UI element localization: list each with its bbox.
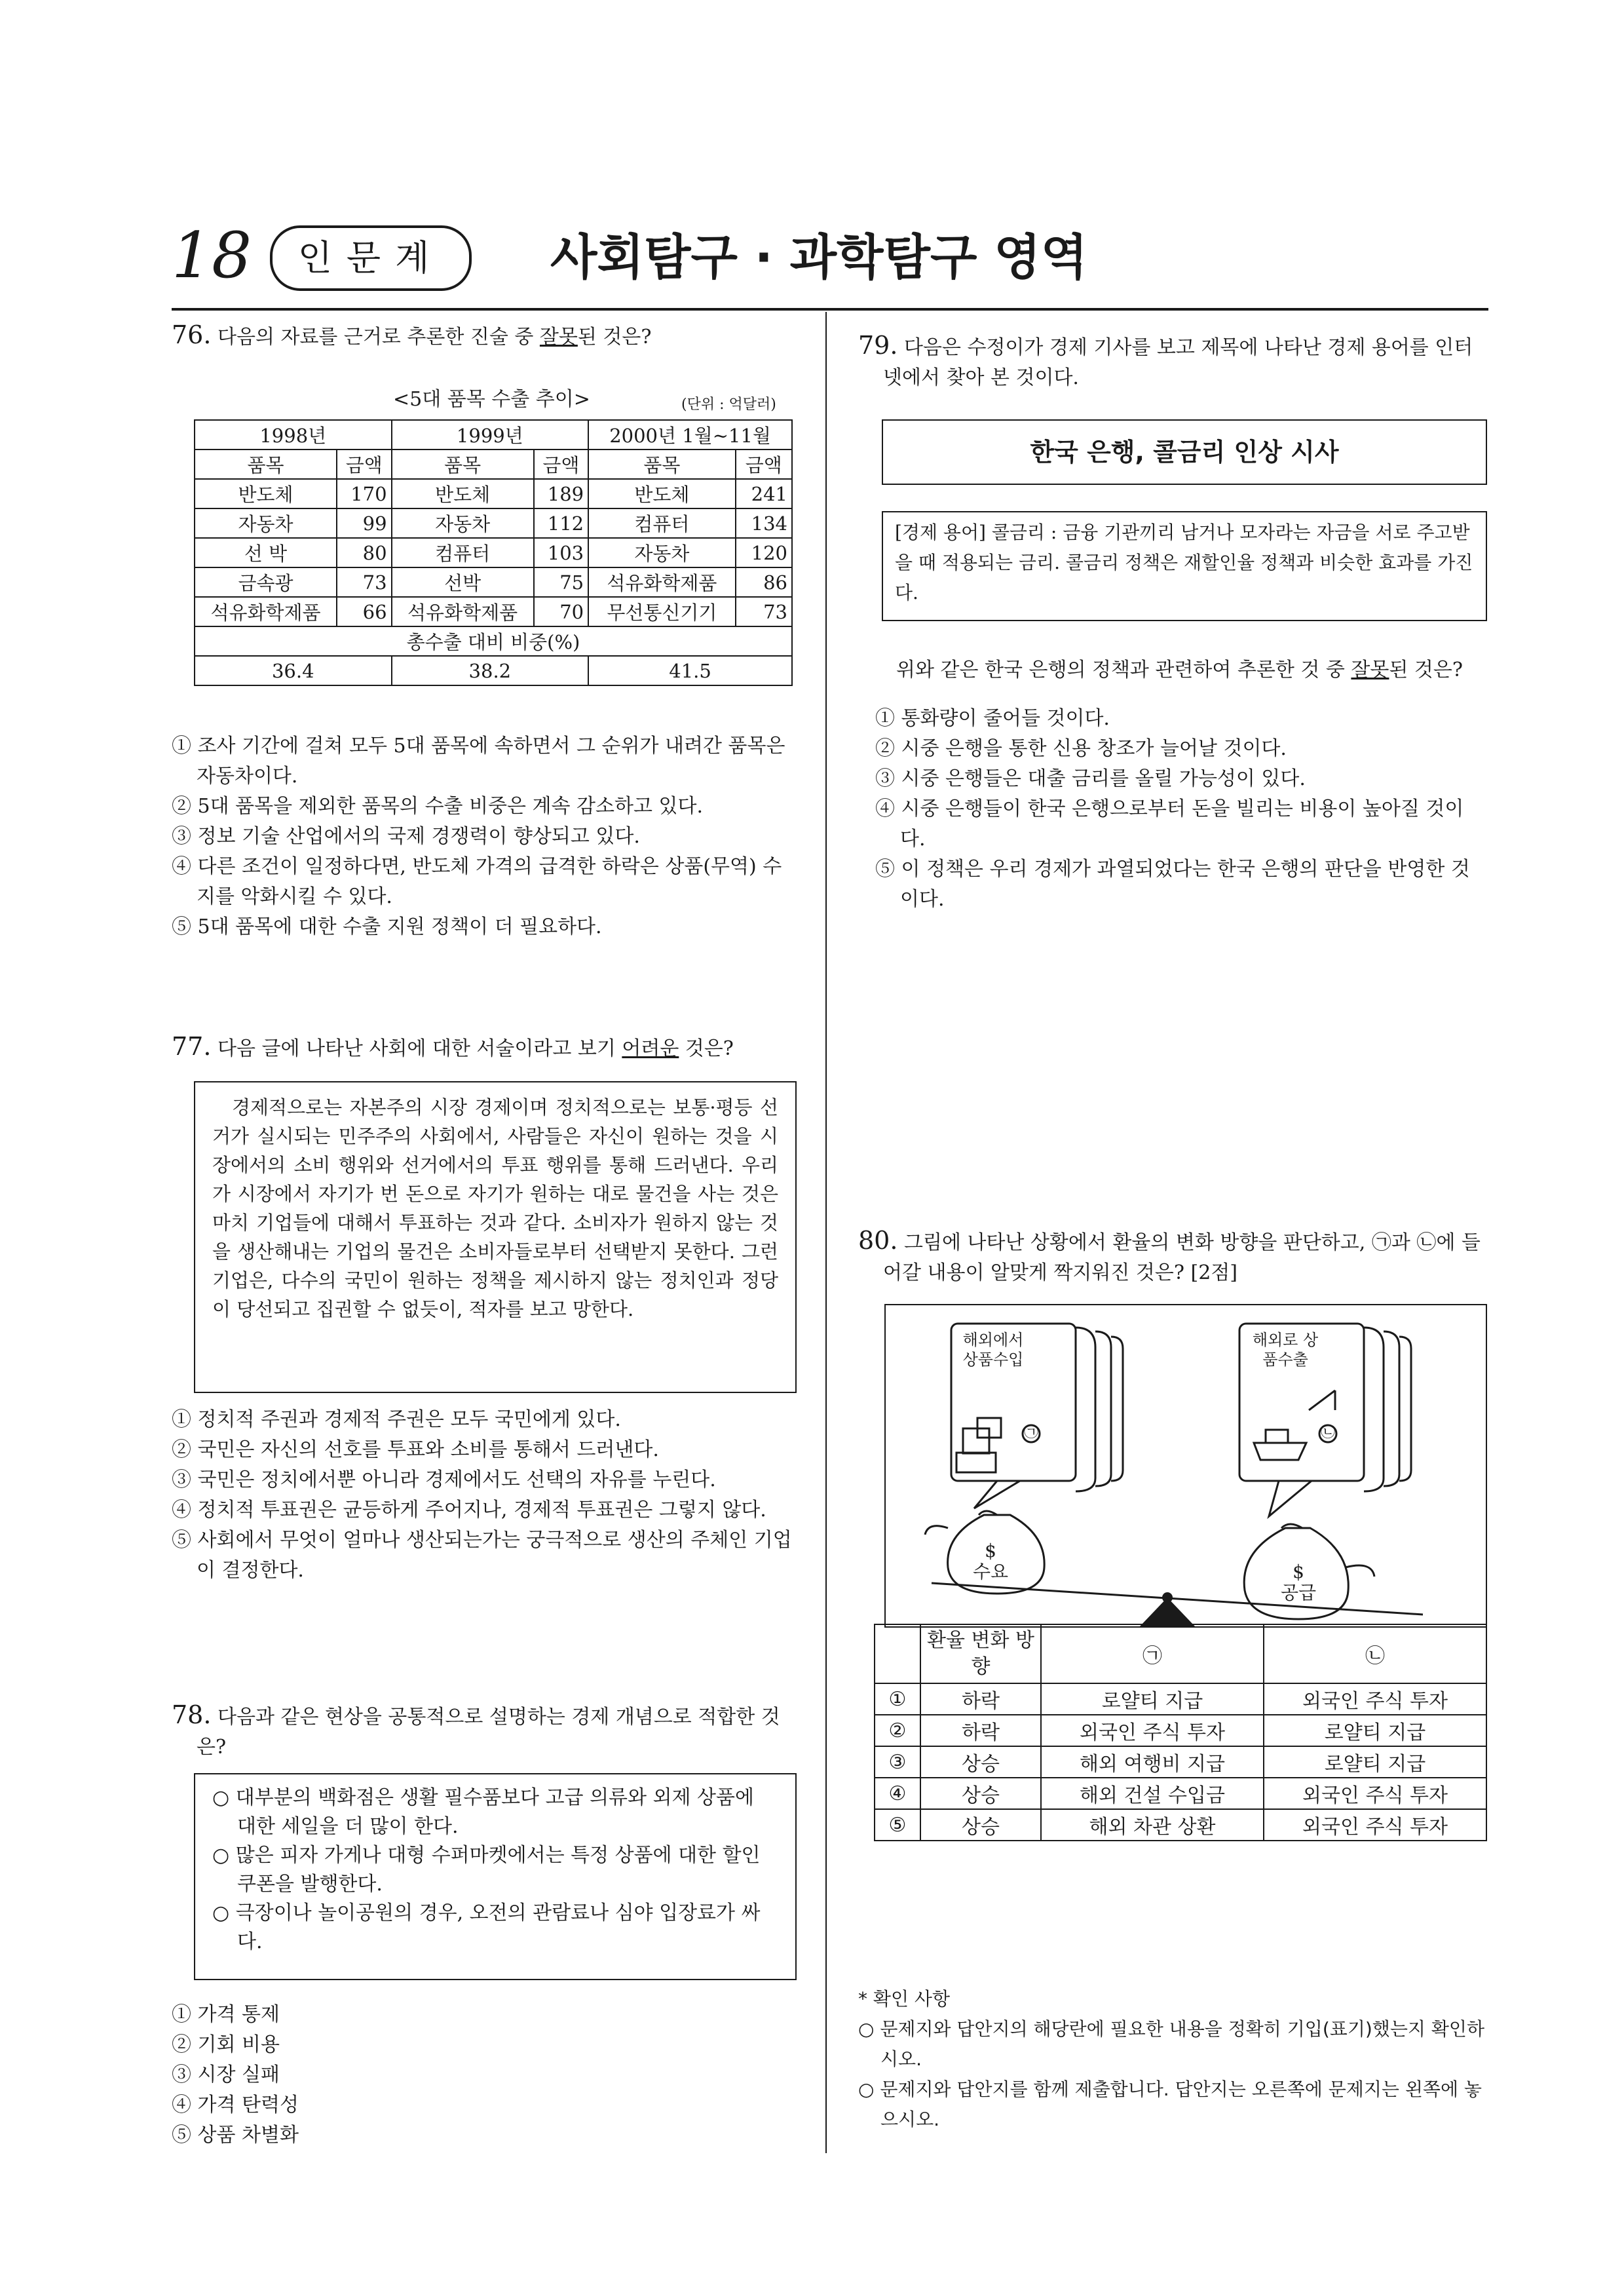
table-row — [875, 1624, 1486, 1683]
choice[interactable]: ③ 시장 실패 — [172, 2063, 280, 2086]
col-header: ㉡ — [1264, 1624, 1486, 1683]
left-panel-mark: ㉠ — [1023, 1425, 1038, 1441]
table-cell: 외국인 주식 투자 — [1041, 1715, 1264, 1746]
table-cell: 외국인 주식 투자 — [1264, 1809, 1486, 1841]
table-row[interactable] — [875, 1683, 1486, 1715]
col-header: 품목 — [195, 450, 337, 479]
col-header: 환율 변화 방향 — [920, 1624, 1041, 1683]
table-cell: ④ — [875, 1778, 920, 1809]
right-panel-label: 해외로 상품수출 — [1252, 1331, 1319, 1369]
year-header: 1999년 — [392, 420, 589, 450]
left-panel-label: 해외에서 상품수입 — [962, 1331, 1024, 1369]
table-cell: 석유화학제품 — [392, 597, 534, 626]
choice[interactable]: ① 가격 통제 — [172, 2003, 280, 2026]
col-header: 금액 — [337, 450, 391, 479]
choice[interactable]: ⑤ 5대 품목에 대한 수출 지원 정책이 더 필요하다. — [172, 915, 602, 938]
year-header: 2000년 1월~11월 — [588, 420, 792, 450]
table-cell: 103 — [534, 538, 588, 567]
choice[interactable]: ② 국민은 자신의 선호를 투표와 소비를 통해서 드러낸다. — [172, 1438, 659, 1461]
table-cell: 무선통신기기 — [588, 597, 735, 626]
share-value: 36.4 — [195, 656, 392, 685]
choice[interactable]: ② 시중 은행을 통한 신용 창조가 늘어날 것이다. — [875, 737, 1287, 760]
table-cell: ③ — [875, 1746, 920, 1778]
col-header: 품목 — [392, 450, 534, 479]
choice[interactable]: ④ 다른 조건이 일정하다면, 반도체 가격의 급격한 하락은 상품(무역) 수지를 악화시킬 수 있다. — [172, 855, 782, 908]
table-cell: 120 — [736, 538, 792, 567]
choice[interactable]: ② 기회 비용 — [172, 2033, 280, 2056]
list-item: ○ 문제지와 답안지의 해당란에 필요한 내용을 정확히 기입(표기)했는지 확인하시오. — [858, 2018, 1484, 2070]
table-cell: 70 — [534, 597, 588, 626]
table-cell: ② — [875, 1715, 920, 1746]
headline-box: 한국 은행, 콜금리 인상 시사 — [882, 419, 1487, 485]
q77-choices — [172, 1405, 801, 1586]
table-cell: 86 — [736, 567, 792, 597]
list-item: ○ 극장이나 놀이공원의 경우, 오전의 관람료나 심야 입장료가 싸다. — [212, 1902, 761, 1953]
track-badge: 인문계 — [270, 225, 472, 291]
choice[interactable]: ③ 국민은 정치에서뿐 아니라 경제에서도 선택의 자유를 누린다. — [172, 1468, 716, 1491]
q80-prompt: 그림에 나타난 상황에서 환율의 변화 방향을 판단하고, ㉠과 ㉡에 들어갈 내용이 알맞게 짝지워진 것은? [2점] — [883, 1231, 1481, 1284]
table-row — [195, 567, 792, 597]
table-cell: 해외 건설 수입금 — [1041, 1778, 1264, 1809]
table-cell: 189 — [534, 479, 588, 508]
q76-table-unit: (단위 : 억달러) — [681, 396, 776, 413]
choice[interactable]: ④ 가격 탄력성 — [172, 2094, 299, 2116]
table-cell: 로얄티 지급 — [1264, 1746, 1486, 1778]
table-cell: 66 — [337, 597, 391, 626]
list-item: ○ 문제지와 답안지를 함께 제출합니다. 답안지는 오른쪽에 문제지는 왼쪽에 놓으시오. — [858, 2078, 1482, 2130]
page-header — [172, 216, 1488, 308]
definition-box: [경제 용어] 콜금리 : 금융 기관끼리 남거나 모자라는 자금을 서로 주고받을 때 적용되는 금리. 콜금리 정책은 재할인율 정책과 비슷한 효과를 가진다. — [882, 511, 1487, 621]
demand-dollar: $ — [985, 1540, 996, 1561]
section-title: 사회탐구 · 과학탐구 영역 — [550, 229, 1088, 286]
choice[interactable]: ① 통화량이 줄어들 것이다. — [875, 707, 1110, 730]
q78-box — [194, 1773, 797, 1980]
table-row[interactable] — [875, 1778, 1486, 1809]
answer-table — [874, 1624, 1487, 1841]
table-cell: 외국인 주식 투자 — [1264, 1778, 1486, 1809]
choice[interactable]: ⑤ 사회에서 무엇이 얼마나 생산되는가는 궁극적으로 생산의 주체인 기업이 결정한다. — [172, 1529, 792, 1582]
table-cell: 73 — [337, 567, 391, 597]
q78-prompt: 다음과 같은 현상을 공통적으로 설명하는 경제 개념으로 적합한 것은? — [197, 1706, 780, 1759]
question-78: 78. 다음과 같은 현상을 공통적으로 설명하는 경제 개념으로 적합한 것은? — [172, 1700, 780, 1759]
table-cell: 석유화학제품 — [588, 567, 735, 597]
share-value: 41.5 — [588, 656, 792, 685]
list-item: ○ 대부분의 백화점은 생활 필수품보다 고급 의류와 외제 상품에 대한 세일을 더 많이 한다. — [212, 1786, 754, 1838]
table-cell: 99 — [337, 508, 391, 538]
q76-choices — [172, 731, 801, 942]
table-row — [195, 420, 792, 450]
table-cell: 상승 — [920, 1778, 1041, 1809]
table-row — [195, 656, 792, 685]
table-cell: 112 — [534, 508, 588, 538]
table-cell: 금속광 — [195, 567, 337, 597]
table-cell: 해외 여행비 지급 — [1041, 1746, 1264, 1778]
table-cell: 상승 — [920, 1746, 1041, 1778]
question-76 — [172, 320, 801, 353]
demand-bag-label: 수요 — [972, 1561, 1009, 1582]
table-cell: 자동차 — [588, 538, 735, 567]
choice[interactable]: ③ 시중 은행들은 대출 금리를 올릴 가능성이 있다. — [875, 767, 1306, 790]
check-notes — [858, 1984, 1487, 2135]
table-cell: 선 박 — [195, 538, 337, 567]
supply-bag-label: 공급 — [1280, 1582, 1317, 1603]
question-79: 79. 다음은 수정이가 경제 기사를 보고 제목에 나타난 경제 용어를 인터넷에서 찾아 본 것이다. — [858, 331, 1473, 389]
choice[interactable]: ③ 정보 기술 산업에서의 국제 경쟁력이 향상되고 있다. — [172, 825, 640, 848]
q77-passage-box — [194, 1081, 797, 1393]
right-panel-mark: ㉡ — [1320, 1425, 1335, 1441]
table-cell: 75 — [534, 567, 588, 597]
table-cell: 로얄티 지급 — [1264, 1715, 1486, 1746]
table-cell: 170 — [337, 479, 391, 508]
table-cell: ① — [875, 1683, 920, 1715]
list-item: ○ 많은 피자 가게나 대형 수퍼마켓에서는 특정 상품에 대한 할인 쿠폰을 발행한다. — [212, 1844, 761, 1896]
table-cell: 하락 — [920, 1715, 1041, 1746]
choice[interactable]: ① 조사 기간에 걸쳐 모두 5대 품목에 속하면서 그 순위가 내려간 품목은 자동차이다. — [172, 735, 785, 788]
exchange-cartoon — [884, 1304, 1487, 1628]
table-cell: 선박 — [392, 567, 534, 597]
table-cell: 컴퓨터 — [588, 508, 735, 538]
q79-choices — [875, 704, 1487, 915]
table-cell: 73 — [736, 597, 792, 626]
choice[interactable]: ⑤ 이 정책은 우리 경제가 과열되었다는 한국 은행의 판단을 반영한 것이다. — [875, 858, 1470, 911]
notes-title: * 확인 사항 — [858, 1988, 950, 2010]
col-header: 금액 — [736, 450, 792, 479]
table-cell: 외국인 주식 투자 — [1264, 1683, 1486, 1715]
table-cell: 134 — [736, 508, 792, 538]
share-label: 총수출 대비 비중(%) — [195, 626, 792, 656]
choice[interactable]: ④ 시중 은행들이 한국 은행으로부터 돈을 빌리는 비용이 높아질 것이다. — [875, 797, 1464, 851]
question-77: 77. 다음 글에 나타난 사회에 대한 서술이라고 보기 어려운 것은? — [172, 1032, 734, 1061]
supply-dollar: $ — [1293, 1561, 1304, 1582]
table-row — [195, 508, 792, 538]
table-cell: 컴퓨터 — [392, 538, 534, 567]
page-number: 18 — [172, 219, 252, 292]
table-cell: 자동차 — [392, 508, 534, 538]
table-row[interactable] — [875, 1746, 1486, 1778]
table-row — [195, 626, 792, 656]
table-cell — [875, 1624, 920, 1683]
table-cell: 석유화학제품 — [195, 597, 337, 626]
q77-passage: 경제적으로는 자본주의 시장 경제이며 정치적으로는 보통·평등 선거가 실시되는 민주주의 사회에서, 사람들은 자신이 원하는 것을 시장에서의 소비 행위와 선거에서의 투표 행위를 통해 드러낸다. 우리가 시장에서 자기가 번 돈으로 자기가 원하는 대로 물건을 사는 것은 마치 기업들에 대해서 투표하는 것과 같다. 소비자가 원하지 않는 것을 생산해내는 기업의 물건은 소비자들로부터 선택받지 못한다. 그런 기업은, 다수의 국민이 원하는 정책을 제시하지 않는 정치인과 정당이 당선되고 집권할 수 없듯이, 적자를 보고 망한다. — [212, 1096, 778, 1320]
column-divider — [825, 312, 827, 2153]
table-cell: 자동차 — [195, 508, 337, 538]
col-header: ㉠ — [1041, 1624, 1264, 1683]
table-cell: 241 — [736, 479, 792, 508]
table-row[interactable] — [875, 1809, 1486, 1841]
question-80: 80. 그림에 나타난 상황에서 환율의 변화 방향을 판단하고, ㉠과 ㉡에 들어갈 내용이 알맞게 짝지워진 것은? [2점] — [858, 1226, 1481, 1284]
table-cell: ⑤ — [875, 1809, 920, 1841]
col-header: 금액 — [534, 450, 588, 479]
q79-question: 위와 같은 한국 은행의 정책과 관련하여 추론한 것 중 잘못된 것은? — [896, 659, 1463, 681]
table-row[interactable] — [875, 1715, 1486, 1746]
col-header: 품목 — [588, 450, 735, 479]
choice[interactable]: ① 정치적 주권과 경제적 주권은 모두 국민에게 있다. — [172, 1408, 621, 1431]
table-cell: 반도체 — [588, 479, 735, 508]
table-cell: 반도체 — [195, 479, 337, 508]
table-cell: 로얄티 지급 — [1041, 1683, 1264, 1715]
export-table — [194, 419, 793, 686]
table-cell: 80 — [337, 538, 391, 567]
table-row — [195, 597, 792, 626]
q78-choices — [172, 2000, 801, 2151]
table-row — [195, 450, 792, 479]
q76-prompt: 76. 다음의 자료를 근거로 추론한 진술 중 잘못된 것은? — [172, 320, 652, 349]
q79-prompt: 다음은 수정이가 경제 기사를 보고 제목에 나타난 경제 용어를 인터넷에서 찾아 본 것이다. — [883, 336, 1473, 389]
table-cell: 반도체 — [392, 479, 534, 508]
table-row — [195, 538, 792, 567]
table-cell: 해외 차관 상환 — [1041, 1809, 1264, 1841]
table-cell: 상승 — [920, 1809, 1041, 1841]
choice[interactable]: ④ 정치적 투표권은 균등하게 주어지나, 경제적 투표권은 그렇지 않다. — [172, 1499, 766, 1521]
year-header: 1998년 — [195, 420, 392, 450]
share-value: 38.2 — [392, 656, 589, 685]
choice[interactable]: ② 5대 품목을 제외한 품목의 수출 비중은 계속 감소하고 있다. — [172, 795, 703, 818]
table-cell: 하락 — [920, 1683, 1041, 1715]
choice[interactable]: ⑤ 상품 차별화 — [172, 2124, 299, 2147]
header-rule — [172, 308, 1488, 311]
table-row — [195, 479, 792, 508]
q76-table-title: <5대 품목 수출 추이> — [393, 388, 590, 411]
